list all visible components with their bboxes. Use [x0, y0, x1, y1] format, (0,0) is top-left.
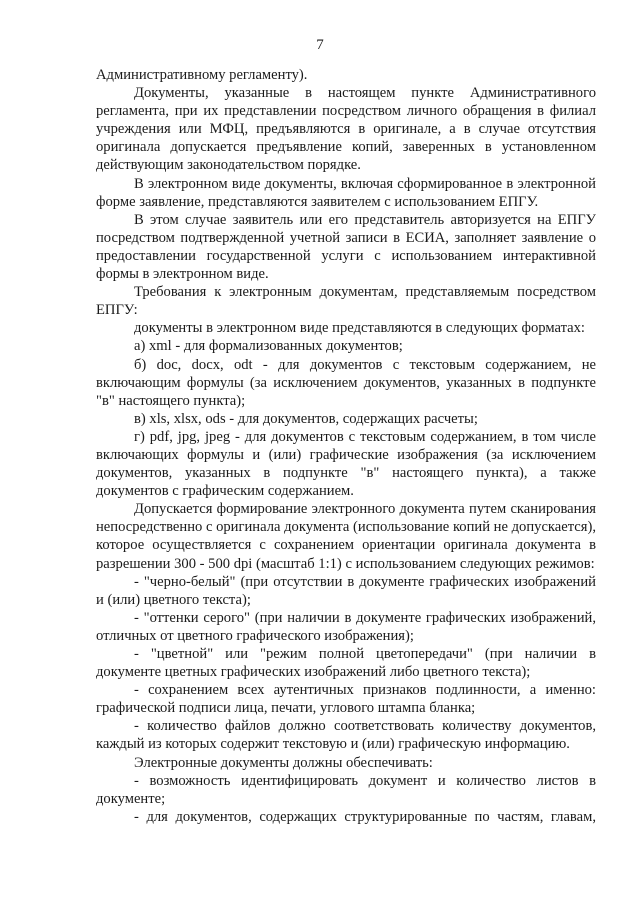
paragraph: Административному регламенту). [96, 67, 308, 83]
paragraph: Требования к электронным документам, представляемым посредством ЕПГУ: [96, 284, 596, 319]
paragraph: - "оттенки серого" (при наличии в документе графических изображений, отличных от цветного графического изображения); [96, 609, 596, 644]
paragraph: Электронные документы должны обеспечивать: [134, 754, 433, 771]
page-number: 7 [316, 37, 324, 53]
paragraph: - для документов, содержащих структурированные по частям, главам, [134, 808, 596, 825]
paragraph: г) pdf, jpg, jpeg - для документов с текстовым содержанием, в том числе включающих формулы и (или) графические изображения (за исключением документов, указанных в подпункте "в" настоящего пункта), а также документов с графическим содержанием. [96, 428, 596, 500]
paragraph: - "цветной" или "режим полной цветопередачи" (при наличии в документе цветных графических изображений либо цветного текста); [96, 646, 596, 681]
document-body [96, 66, 596, 826]
paragraph: В этом случае заявитель или его представитель авторизуется на ЕПГУ посредством подтвержденной учетной записи в ЕСИА, заполняет заявление о предоставлении государственной услуги с использованием интерактивной формы в электронном виде. [96, 211, 596, 283]
paragraph: Документы, указанные в настоящем пункте Административного регламента, при их представлении посредством личного обращения в филиал учреждения или МФЦ, предъявляются в оригинале, а в случае отсутствия оригинала допускается предъявление копий, заверенных в установленном действующим законодательством порядке. [96, 85, 596, 174]
paragraph: - возможность идентифицировать документ и количество листов в документе; [96, 772, 596, 807]
paragraph: б) doc, docx, odt - для документов с текстовым содержанием, не включающим формулы (за исключением документов, указанных в подпункте "в" настоящего пункта); [96, 356, 596, 409]
paragraph: В электронном виде документы, включая сформированное в электронной форме заявление, представляются заявителем с использованием ЕПГУ. [96, 175, 596, 210]
paragraph: Допускается формирование электронного документа путем сканирования непосредственно с оригинала документа (использование копий не допускается), которое осуществляется с сохранением ориентации оригинала документа в разрешении 300 - 500 dpi (масштаб 1:1) с использованием следующих режимов: [96, 501, 596, 572]
paragraph: документы в электронном виде представляются в следующих форматах: [134, 320, 585, 337]
paragraph: - "черно-белый" (при отсутствии в документе графических изображений и (или) цветного текста); [96, 573, 596, 608]
paragraph: - количество файлов должно соответствовать количеству документов, каждый из которых содержит текстовую и (или) графическую информацию. [96, 718, 596, 753]
paragraph: в) xls, xlsx, ods - для документов, содержащих расчеты; [134, 410, 478, 427]
paragraph: а) xml - для формализованных документов; [134, 338, 403, 355]
paragraph: - сохранением всех аутентичных признаков подлинности, а именно: графической подписи лица, печати, углового штампа бланка; [96, 682, 596, 717]
